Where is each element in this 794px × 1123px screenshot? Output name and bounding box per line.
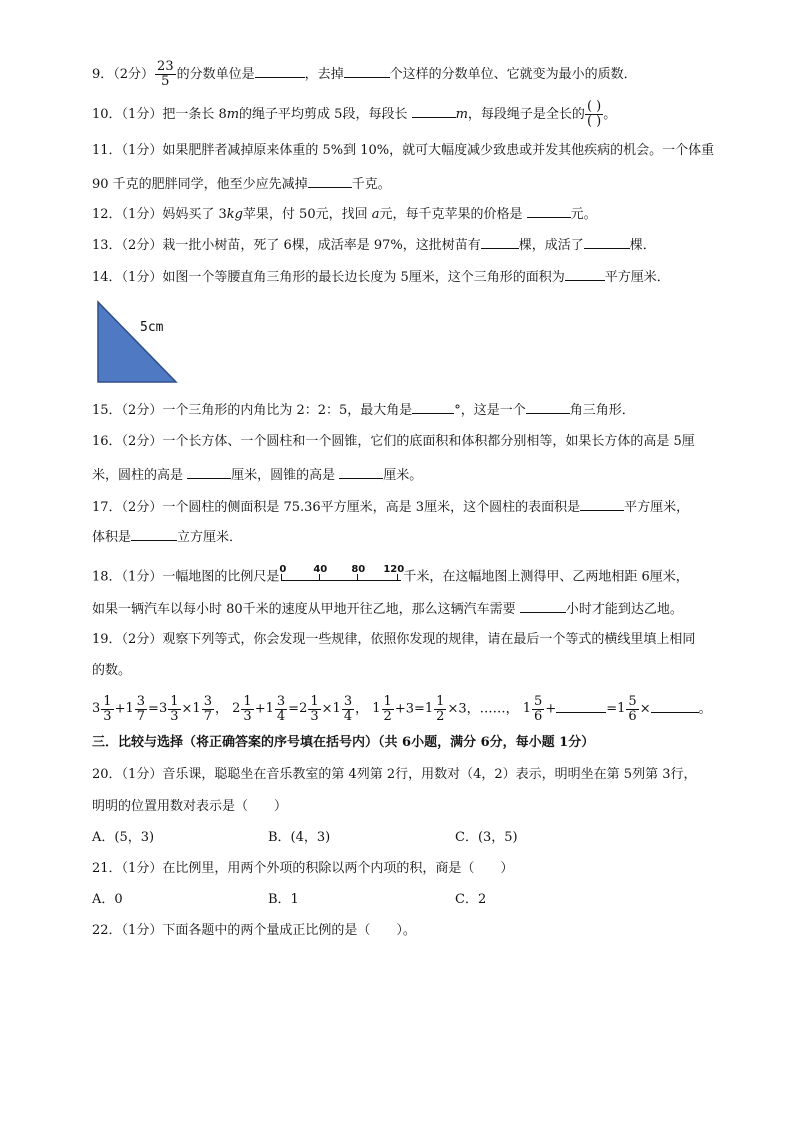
scale-tick [357, 574, 358, 581]
question-20-line-2: 明明的位置用数对表示是（ ） [92, 799, 288, 814]
mixed-number: 3 $\frac{1}{3}$ [158, 693, 179, 724]
q20-option-b[interactable]: B．(4，3) [268, 830, 331, 845]
question-22-line-1: 22．（1分）下面各题中的两个量成正比例的是（ ）。 [92, 923, 416, 938]
q13-blank-2[interactable] [584, 234, 630, 249]
q19-blank-2[interactable] [651, 698, 699, 713]
question-9: 9．（2分） $\frac{23}{5}$ 的分数单位是 ，去掉 个这样的分数单位、它就变为最小的质数． [92, 59, 637, 89]
map-scale-bar [279, 566, 403, 588]
q18-blank[interactable] [520, 598, 566, 613]
q20-option-a[interactable]: A．(5，3) [92, 830, 155, 845]
scale-line [281, 580, 401, 581]
q10-blank-1[interactable] [412, 103, 456, 118]
q9-blank-1[interactable] [255, 63, 305, 78]
question-11-line-2: 90 千克的肥胖同学，他至少应先减掉 千克。 [92, 173, 391, 195]
question-14: 14．（1分）如图一个等腰直角三角形的最长边长度为 5厘米，这个三角形的面积为 平方厘米． [92, 266, 670, 288]
mixed-number: 1 $\frac{1}{2}$ [424, 693, 445, 724]
section-3-title: 三．比较与选择（将正确答案的序号填在括号内）（共 6小题，满分 6分，每小题 1分） [92, 735, 595, 750]
mixed-number: 2 $\frac{1}{3}$ [232, 693, 252, 724]
q20-option-c[interactable]: C．(3，5) [455, 830, 518, 845]
question-19-line-1: 19．（2分）观察下列等式，你会发现一些规律，依照你发现的规律，请在最后一个等式的横线里填上相同 [92, 632, 696, 647]
scale-tick-label: 0 [279, 564, 287, 575]
question-15: 15．（2分）一个三角形的内角比为 2：2：5，最大角是 °，这是一个 角三角形． [92, 399, 635, 421]
question-21-line-1: 21．（1分）在比例里，用两个外项的积除以两个内项的积，商是（ ） [92, 861, 514, 876]
scale-tick [281, 574, 282, 581]
mixed-number: 1 $\frac{5}{6}$ [522, 693, 543, 724]
question-13: 13．（2分）栽一批小树苗，死了 6棵，成活率是 97%，这批树苗有 棵，成活了 棵． [92, 234, 656, 256]
q9-blank-2[interactable] [344, 63, 390, 78]
q10-fraction-blank[interactable]: $\frac{( )}{( )}$ [586, 99, 602, 129]
scale-tick-label: 120 [383, 564, 405, 575]
q16-blank-2[interactable] [339, 464, 383, 479]
question-19-line-2: 的数。 [92, 663, 132, 678]
scale-tick [319, 574, 320, 581]
question-17-line-1: 17．（2分）一个圆柱的侧面积是 75.36平方厘米，高是 3厘米，这个圆柱的表面积是 平方厘米， [92, 496, 689, 518]
q16-blank-1[interactable] [187, 464, 231, 479]
q21-option-b[interactable]: B．1 [268, 892, 299, 907]
q12-blank[interactable] [527, 203, 571, 218]
q21-option-c[interactable]: C．2 [455, 892, 487, 907]
q9-fraction: $\frac{23}{5}$ [157, 59, 174, 89]
question-10: 10．（1分）把一条长 8m的绳子平均剪成 5段，每段长 m，每段绳子是全长的 $\frac{( )}{( )}$ 。 [92, 99, 617, 129]
question-18-line-1: 18．（1分）一幅地图的比例尺是 0 40 80 120 千米，在这幅地图上测得甲、乙两地相距 6厘米， [92, 566, 689, 588]
right-triangle-shape [98, 302, 176, 382]
mixed-number: 1 $\frac{5}{6}$ [617, 693, 637, 724]
q14-side-label: 5cm [140, 320, 164, 335]
question-17-line-2: 体积是 立方厘米． [92, 526, 242, 548]
q15-blank-2[interactable] [526, 399, 570, 414]
mixed-number: 1 $\frac{1}{2}$ [372, 693, 392, 724]
q17-blank-1[interactable] [580, 496, 624, 511]
scale-tick-label: 40 [313, 564, 328, 575]
scale-tick-label: 80 [351, 564, 366, 575]
q21-option-a[interactable]: A．0 [92, 892, 123, 907]
scale-tick [397, 574, 398, 581]
q14-triangle-figure [92, 298, 212, 388]
mixed-number: 1 $\frac{3}{4}$ [265, 693, 286, 724]
question-20-line-1: 20．（1分）音乐课，聪聪坐在音乐教室的第 4列第 2行，用数对（4，2）表示，明明坐在第 5列第 3行， [92, 767, 697, 782]
question-16-line-2: 米，圆柱的高是 厘米，圆锥的高是 厘米。 [92, 464, 422, 486]
mixed-number: 1 $\frac{3}{7}$ [192, 693, 212, 724]
mixed-number: 1 $\frac{3}{7}$ [125, 693, 146, 724]
question-18-line-2: 如果一辆汽车以每小时 80千米的速度从甲地开往乙地，那么这辆汽车需要 小时才能到达乙地。 [92, 598, 683, 620]
q15-blank-1[interactable] [412, 399, 454, 414]
question-16-line-1: 16．（2分）一个长方体、一个圆柱和一个圆锥，它们的底面积和体积都分别相等，如果长方体的高是 5厘 [92, 434, 695, 449]
mixed-number: 3 $\frac{1}{3}$ [92, 693, 112, 724]
mixed-number: 2 $\frac{1}{3}$ [299, 693, 319, 724]
q17-blank-2[interactable] [131, 526, 177, 541]
question-12: 12．（1分）妈妈买了 3kg苹果，付 50元，找回 a元，每千克苹果的价格是 元。 [92, 203, 597, 225]
q9-prefix: 9．（2分） [92, 67, 155, 82]
question-11-line-1: 11．（1分）如果肥胖者减掉原来体重的 5%到 10%，就可大幅度减少致患或并发其他疾病的机会。一个体重 [92, 143, 715, 158]
mixed-number: 1 $\frac{3}{4}$ [332, 693, 353, 724]
q14-blank[interactable] [565, 266, 605, 281]
q13-blank-1[interactable] [481, 234, 519, 249]
question-19-equations: 3 $\frac{1}{3}$ + 1 $\frac{3}{7}$ = 3 $\frac{1}{3}$ × 1 $\frac{3}{7}$ ， 2 $\frac{1}{3}$ + 1 $\frac{3}{4}$ = 2 $\frac{1}{3}$ × 1 $\frac{3}{4}$ ， 1 $\frac{1}{2}$ +3= 1 $\frac{1}{2}$ ×3，……， 1 $\frac{5}{6}$ + = 1 $\frac{5}{6}$ × 。 [92, 693, 712, 724]
q19-blank-1[interactable] [556, 698, 606, 713]
q11-blank[interactable] [308, 173, 352, 188]
